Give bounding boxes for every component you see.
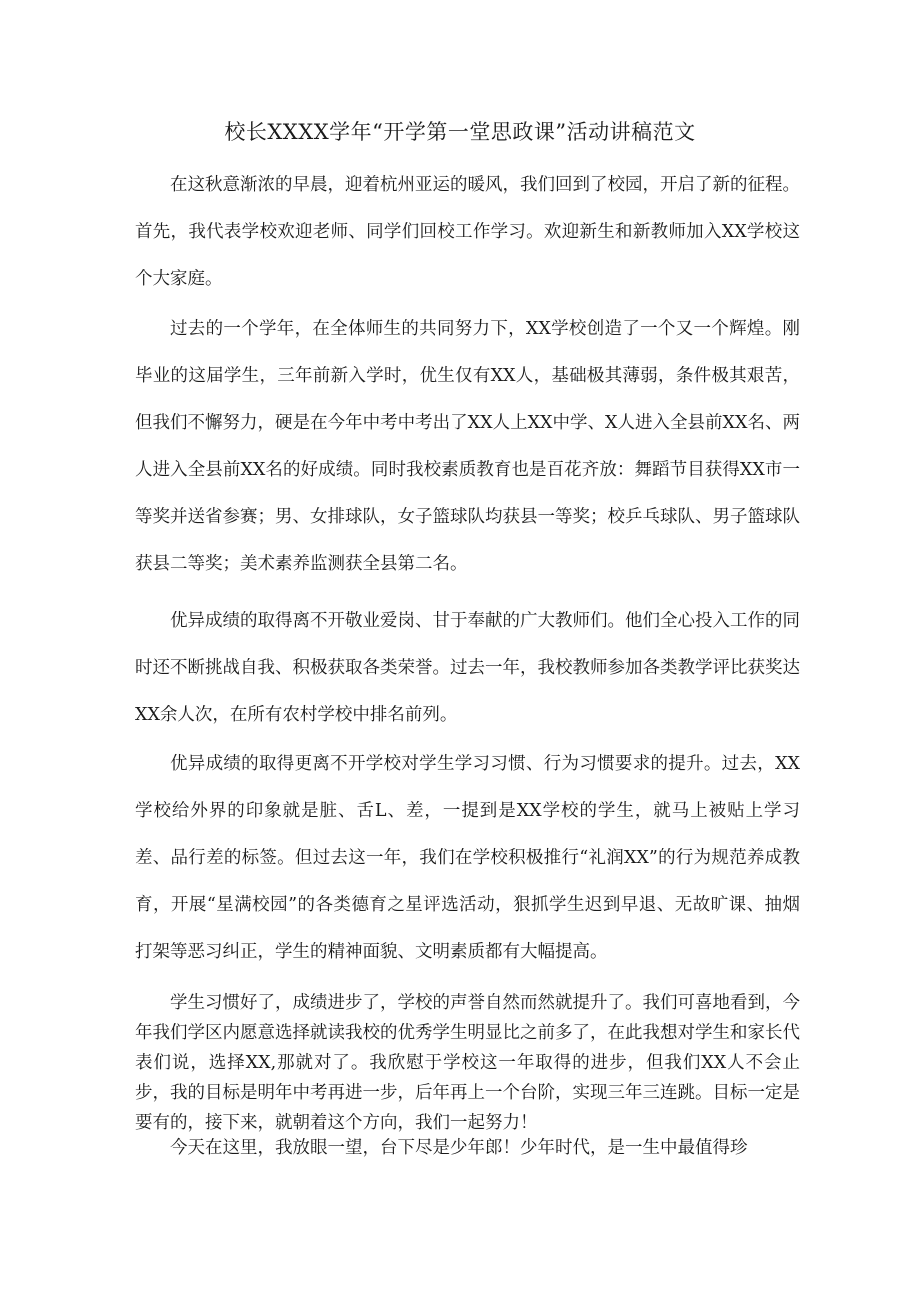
- paragraph-teachers: 优异成绩的取得离不开敬业爱岗、甘于奉献的广大教师们。他们全心投入工作的同时还不断挑战自我、积极获取各类荣誉。过去一年，我校教师参加各类教学评比获奖达XX余人次，在所有农村学校中排名前列。: [135, 611, 800, 725]
- paragraph-past-year-achievements: 过去的一个学年，在全体师生的共同努力下，XX学校创造了一个又一个辉煌。刚毕业的这届学生，三年前新入学时，优生仅有XX人，基础极其薄弱，条件极其艰苦，但我们不懈努力，硬是在今年中考中考出了XX人上XX中学、X人进入全县前XX名、两人进入全县前XX名的好成绩。同时我校素质教育也是百花齐放：舞蹈节目获得XX市一等奖并送省参赛；男、女排球队，女子篮球队均获县一等奖；校乒乓球队、男子篮球队获县二等奖；美术素养监测获全县第二名。: [135, 319, 800, 574]
- paragraph-student-habits: 优异成绩的取得更离不开学校对学生学习习惯、行为习惯要求的提升。过去，XX学校给外界的印象就是脏、舌L、差，一提到是XX学校的学生，就马上被贴上学习差、品行差的标签。但过去这一年，我们在学校积极推行“礼润XX”的行为规范养成教育，开展“星满校园”的各类德育之星评选活动，狠抓学生迟到早退、无故旷课、抽烟打架等恶习纠正，学生的精神面貌、文明素质都有大幅提高。: [135, 754, 800, 962]
- paragraph-youth: 今天在这里，我放眼一望，台下尽是少年郎！少年时代，是一生中最值得珍: [170, 1138, 748, 1158]
- paragraph-school-reputation: 学生习惯好了，成绩进步了，学校的声誉自然而然就提升了。我们可喜地看到，今年我们学区内愿意选择就读我校的优秀学生明显比之前多了，在此我想对学生和家长代表们说，选择XX,那就对了。我欣慰于学校这一年取得的进步，但我们XX人不会止步，我的目标是明年中考再进一步，后年再上一个台阶，实现三年三连跳。目标一定是要有的，接下来，就朝着这个方向，我们一起努力！: [135, 993, 800, 1133]
- document-title: 校长XXXX学年“开学第一堂思政课”活动讲稿范文: [224, 120, 696, 144]
- paragraph-welcome: 在这秋意渐浓的早晨，迎着杭州亚运的暖风，我们回到了校园，开启了新的征程。首先，我代表学校欢迎老师、同学们回校工作学习。欢迎新生和新教师加入XX学校这个大家庭。: [135, 175, 800, 289]
